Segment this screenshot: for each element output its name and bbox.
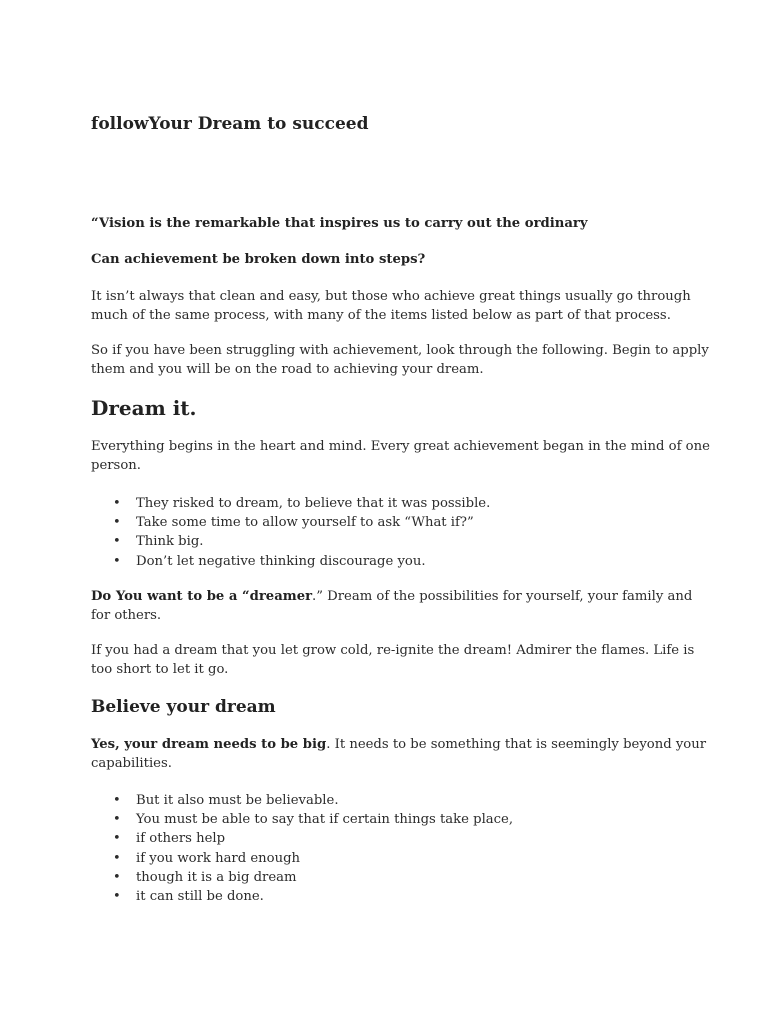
intro-paragraph-2	[91, 342, 709, 379]
bullet-icon: •	[113, 850, 121, 866]
list-item-text: Don’t let negative thinking discourage you.	[136, 553, 426, 569]
list-item	[91, 513, 490, 532]
list-item-text: They risked to dream, to believe that it was possible.	[136, 496, 491, 511]
dreamer-bold-text: Do You want to be a “dreamer	[91, 589, 313, 604]
bullet-icon: •	[113, 515, 121, 531]
list-item	[91, 849, 513, 868]
list-item-text: though it is a big dream	[136, 869, 297, 885]
list-item	[91, 494, 490, 513]
list-item	[91, 868, 513, 887]
believe-paragraph-1-line-2: capabilities.	[91, 755, 172, 771]
bullet-icon: •	[113, 869, 121, 885]
intro-paragraph-1-line-1: It isn’t always that clean and easy, but those who achieve great things usually go through	[91, 289, 691, 304]
list-item-text: if others help	[136, 831, 226, 847]
list-item-text: But it also must be believable.	[136, 793, 339, 808]
bullet-icon: •	[113, 793, 121, 808]
dream-it-paragraph-2-line-1	[91, 588, 692, 607]
bullet-icon: •	[113, 496, 121, 511]
big-dream-bold-text: Yes, your dream needs to be big	[91, 737, 327, 752]
bullet-icon: •	[113, 534, 121, 550]
bullet-icon: •	[113, 831, 121, 847]
intro-paragraph-1-line-2: much of the same process, with many of the items listed below as part of that process.	[91, 307, 671, 323]
list-item-text: if you work hard enough	[136, 850, 301, 866]
dream-it-paragraph-2-line-2: for others.	[91, 607, 162, 623]
bullet-icon: •	[113, 889, 121, 905]
dream-it-bullet-list	[91, 494, 490, 571]
believe-paragraph-1	[91, 736, 706, 773]
section-heading-believe: Believe your dream	[91, 697, 276, 717]
document-title: followYour Dream to succeed	[91, 114, 369, 134]
list-item-text: Take some time to allow yourself to ask “What if?”	[136, 515, 474, 531]
big-dream-rest-text: . It needs to be something that is seemingly beyond your	[326, 737, 707, 752]
list-item-text: it can still be done.	[136, 889, 264, 905]
list-item-text: Think big.	[136, 534, 204, 550]
dream-it-paragraph-3-line-2: too short to let it go.	[91, 661, 229, 677]
list-item	[91, 887, 513, 906]
list-item	[91, 552, 490, 571]
intro-paragraph-1	[91, 288, 691, 325]
dream-it-paragraph-1	[91, 438, 710, 475]
dream-it-paragraph-1-line-2: person.	[91, 457, 141, 473]
dream-it-paragraph-1-line-1: Everything begins in the heart and mind. Every great achievement began in the mind of one	[91, 439, 710, 454]
believe-paragraph-1-line-1	[91, 736, 706, 755]
list-item	[91, 532, 490, 551]
believe-bullet-list	[91, 791, 513, 906]
dreamer-rest-text: .” Dream of the possibilities for yourself, your family and	[312, 589, 693, 604]
intro-paragraph-2-line-1: So if you have been struggling with achievement, look through the following. Begin to apply	[91, 343, 709, 358]
intro-paragraph-2-line-2: them and you will be on the road to achieving your dream.	[91, 361, 484, 377]
list-item-text: You must be able to say that if certain things take place,	[136, 812, 514, 828]
quote-line: “Vision is the remarkable that inspires us to carry out the ordinary	[91, 216, 588, 231]
list-item	[91, 829, 513, 848]
list-item	[91, 810, 513, 829]
bullet-icon: •	[113, 812, 121, 828]
dream-it-paragraph-3	[91, 642, 694, 679]
bullet-icon: •	[113, 553, 121, 569]
list-item	[91, 791, 513, 810]
question-line: Can achievement be broken down into steps?	[91, 252, 426, 267]
dream-it-paragraph-2	[91, 588, 692, 625]
section-heading-dream-it: Dream it.	[91, 396, 197, 420]
dream-it-paragraph-3-line-1: If you had a dream that you let grow cold, re-ignite the dream! Admirer the flames. Life is	[91, 643, 695, 658]
